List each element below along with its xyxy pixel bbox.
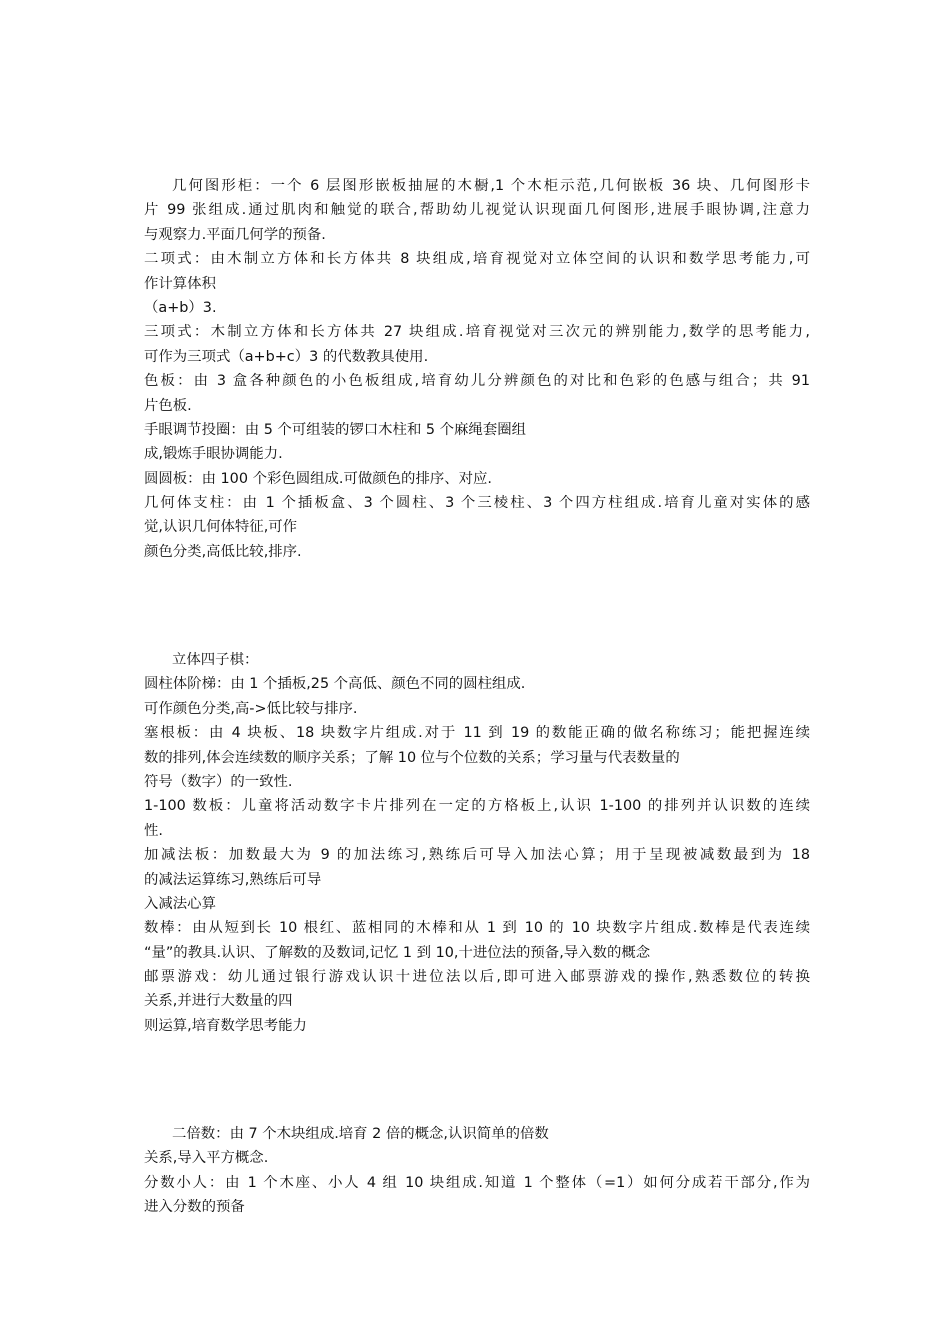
- text-line: 可作为三项式（a+b+c）3 的代数教具使用.: [144, 348, 429, 365]
- text-line: （a+b）3.: [144, 299, 217, 316]
- text-line: 二项式：由木制立方体和长方体共 8 块组成,培育视觉对立体空间的认识和数学思考能力,可: [144, 251, 810, 268]
- text-line: 数的排列,体会连续数的顺序关系；了解 10 位与个位数的关系；学习量与代表数量的: [144, 749, 680, 766]
- text-line: 关系,并进行大数量的四: [144, 993, 293, 1010]
- text-line: 几何图形柜：一个 6 层图形嵌板抽屉的木橱,1 个木柜示范,几何嵌板 36 块、几何图形卡: [172, 178, 810, 194]
- text-line: 觉,认识几何体特征,可作: [144, 519, 298, 536]
- text-line: 二倍数：由 7 个木块组成.培育 2 倍的概念,认识简单的倍数: [172, 1126, 549, 1142]
- text-line: 的减法运算练习,熟练后可导: [144, 871, 322, 888]
- text-line: 1-100 数板：儿童将活动数字卡片排列在一定的方格板上,认识 1-100 的排列并认识数的连续: [144, 798, 810, 815]
- text-line: 关系,导入平方概念.: [144, 1150, 269, 1167]
- text-line: 则运算,培育数学思考能力: [144, 1017, 307, 1034]
- text-line: 成,锻炼手眼协调能力.: [144, 446, 283, 463]
- text-line: 片 99 张组成.通过肌肉和触觉的联合,帮助幼儿视觉认识现面几何图形,进展手眼协调,注意力: [144, 202, 810, 219]
- text-line: “量”的教具.认识、了解数的及数词,记忆 1 到 10,十进位法的预备,导入数的概念: [144, 944, 651, 961]
- text-line: 与观察力.平面几何学的预备.: [144, 226, 326, 243]
- text-line: 作计算体积: [144, 275, 216, 292]
- text-line: 色板：由 3 盒各种颜色的小色板组成,培育幼儿分辨颜色的对比和色彩的色感与组合；共 91: [144, 373, 810, 390]
- text-line: 几何体支柱：由 1 个插板盒、3 个圆柱、3 个三棱柱、3 个四方柱组成.培育儿童对实体的感: [144, 495, 810, 512]
- text-line: 入减法心算: [144, 895, 216, 912]
- text-line: 邮票游戏：幼儿通过银行游戏认识十进位法以后,即可进入邮票游戏的操作,熟悉数位的转换: [144, 969, 810, 986]
- text-line: 颜色分类,高低比较,排序.: [144, 543, 302, 560]
- text-line: 三项式：木制立方体和长方体共 27 块组成.培育视觉对三次元的辨别能力,数学的思考能力,: [144, 324, 810, 341]
- text-line: 圆柱体阶梯：由 1 个插板,25 个高低、颜色不同的圆柱组成.: [144, 676, 526, 693]
- paragraph-geometry-materials: [144, 174, 810, 564]
- text-line: 手眼调节投圈：由 5 个可组装的锣口木柱和 5 个麻绳套圈组: [144, 421, 526, 438]
- text-line: 分数小人：由 1 个木座、小人 4 组 10 块组成.知道 1 个整体（=1）如何分成若干部分,作为: [144, 1174, 810, 1191]
- text-line: 片色板.: [144, 397, 192, 414]
- text-line: 塞根板：由 4 块板、18 块数字片组成.对于 11 到 19 的数能正确的做名称练习；能把握连续: [144, 725, 810, 742]
- text-line: 加减法板：加数最大为 9 的加法练习,熟练后可导入加法心算；用于呈现被减数最到为 18: [144, 847, 810, 864]
- paragraph-number-materials: [144, 648, 810, 1038]
- text-line: 圆圆板：由 100 个彩色圆组成.可做颜色的排序、对应.: [144, 470, 492, 487]
- text-line: 立体四子棋：: [172, 652, 259, 668]
- text-line: 可作颜色分类,高->低比较与排序.: [144, 700, 358, 717]
- paragraph-multiples-fractions: [144, 1122, 810, 1220]
- text-line: 符号（数字）的一致性.: [144, 773, 293, 790]
- text-line: 进入分数的预备: [144, 1199, 245, 1216]
- text-line: 性.: [144, 822, 163, 839]
- text-line: 数棒：由从短到长 10 根红、蓝相同的木棒和从 1 到 10 的 10 块数字片组成.数棒是代表连续: [144, 920, 810, 937]
